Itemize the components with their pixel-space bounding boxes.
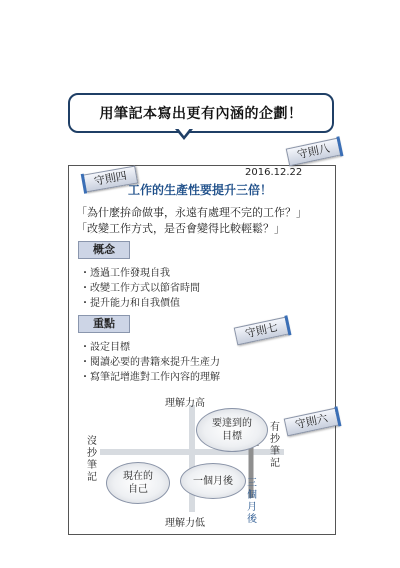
concept-item: ・改變工作方式以節省時間	[80, 283, 200, 294]
keypoint-item: ・寫筆記增進對工作內容的理解	[80, 372, 220, 383]
quote-line-1: 「為什麼拚命做事，永遠有處理不完的工作？」	[76, 206, 307, 219]
concept-item: ・提升能力和自我價值	[80, 298, 180, 309]
axis-top-label: 理解力高	[165, 398, 205, 409]
bubble-title: 用筆記本寫出更有內涵的企劃！	[99, 106, 303, 122]
keypoints-heading: 重點	[78, 315, 130, 333]
tag-rule7-label: 守則七	[243, 320, 279, 341]
current-self-ellipse: 現在的 自己	[106, 462, 170, 504]
keypoint-item: ・閱讀必要的書籍來提升生產力	[80, 357, 220, 368]
axis-left-label: 沒抄筆記	[87, 436, 97, 483]
keypoint-item: ・設定目標	[80, 342, 130, 353]
card-headline: 工作的生產性要提升三倍！	[127, 183, 272, 197]
goal-ellipse: 要達到的 目標	[196, 408, 268, 452]
concept-heading: 概念	[78, 241, 130, 259]
quote-line-2: 「改變工作方式，是否會變得比較輕鬆？」	[76, 222, 285, 235]
axis-bottom-label: 理解力低	[165, 518, 205, 529]
tag-rule6-label: 守則六	[293, 411, 329, 432]
concept-item: ・透過工作發現自我	[80, 268, 170, 279]
axis-right-label: 有抄筆記	[270, 422, 280, 469]
one-month-ellipse: 一個月後	[180, 463, 246, 499]
tag-rule8-label: 守則八	[295, 141, 331, 162]
card-date: 2016.12.22	[245, 167, 303, 178]
tag-rule4-label: 守則四	[93, 169, 128, 188]
three-months-label: 三個月後	[247, 478, 257, 525]
